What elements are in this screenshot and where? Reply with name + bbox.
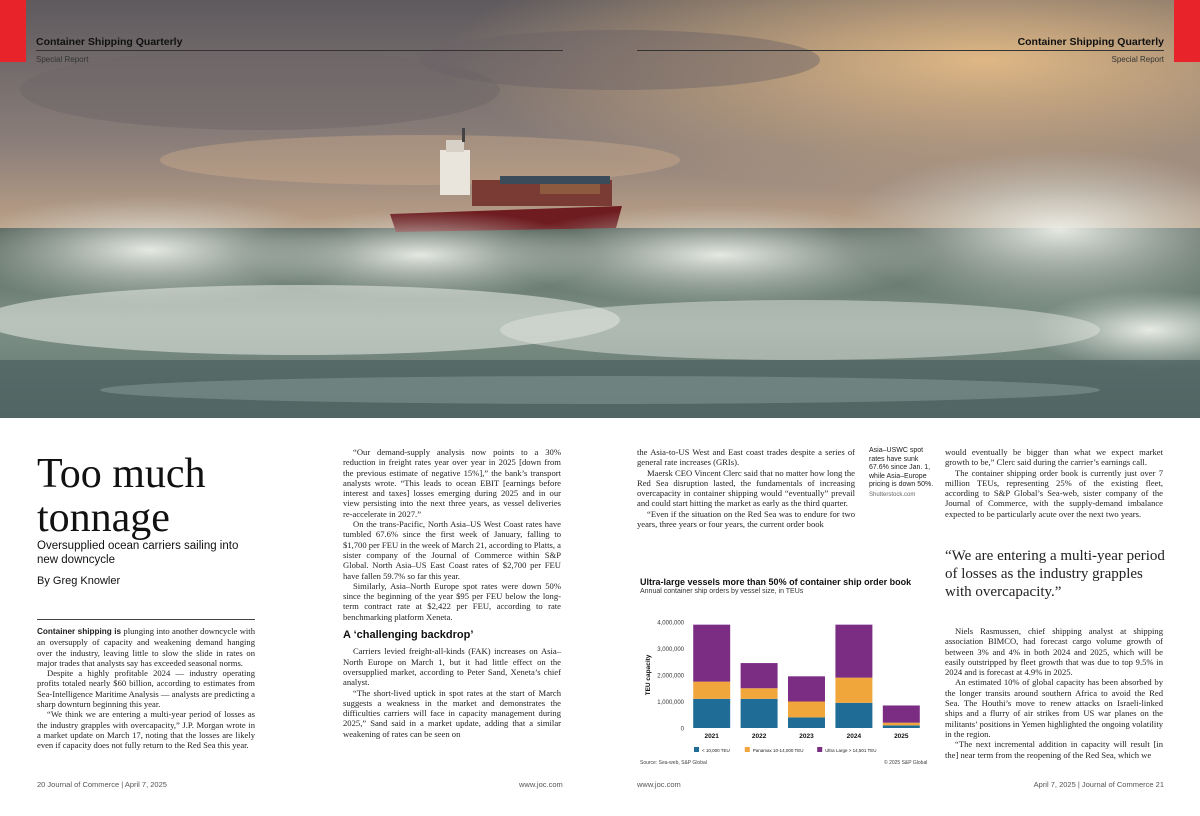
caption-text: Asia–USWC spot rates have sunk 67.6% since Jan. 1, while Asia–Europe pricing is down 50%. <box>869 447 934 489</box>
order-book-chart <box>640 600 930 758</box>
lead-in: Container shipping is <box>37 627 122 636</box>
header-rule-left <box>36 50 563 51</box>
bar-segment <box>835 703 872 728</box>
y-tick-label: 1,000,000 <box>657 700 684 706</box>
pull-quote: “We are entering a multi-year period of losses as the industry grapples with overcapacity.” <box>945 548 1165 600</box>
x-tick-label: 2023 <box>799 733 814 740</box>
paragraph: would eventually be bigger than what we expect market growth to be,” Clerc said during the carrier’s earnings call. <box>945 447 1163 468</box>
bar-segment <box>693 699 730 728</box>
title-line: tonnage <box>37 495 170 541</box>
bar-segment <box>835 678 872 703</box>
paragraph: Carriers levied freight-all-kinds (FAK) increases on Asia–North Europe on March 1, but it had little effect on the oversupplied market, according to Peter Sand, Xeneta’s chief analyst. <box>343 646 561 688</box>
bar-segment <box>883 723 920 726</box>
bar-segment <box>883 725 920 728</box>
byline: By Greg Knowler <box>37 575 121 587</box>
paragraph: “The short-lived uptick in spot rates at the start of March suggests a weakness in the market and demonstrates the difficulties carriers will face in capacity management during 2025,” Sand said in a market update, adding that a similar weakening of rates can be seen on <box>343 687 561 739</box>
footer-url-left: www.joc.com <box>519 780 563 789</box>
section-subheader-right: Special Report <box>1111 55 1164 64</box>
paragraph: Maersk CEO Vincent Clerc said that no matter how long the Red Sea disruption lasted, the fundamentals of increasing overcapacity in container shipping would “eventually” prevail and could start hitting the market as early as the third quarter. <box>637 467 855 509</box>
x-tick-label: 2025 <box>894 733 909 740</box>
red-corner-tab-right <box>1174 0 1200 62</box>
bar-segment <box>741 663 778 688</box>
footer-url-right: www.joc.com <box>637 780 681 789</box>
bar-segment <box>788 702 825 718</box>
paragraph: Niels Rasmussen, chief shipping analyst at shipping association BIMCO, had forecast cargo volume growth of between 3% and 4% in both 2024 and 2025, which will be easily outstripped by fleet growth that was due to top 9.5% in 2024 and is forecast at 4.9% in 2025. <box>945 626 1163 678</box>
section-header-right: Container Shipping Quarterly <box>1017 36 1164 48</box>
footer-right: April 7, 2025 | Journal of Commerce 21 <box>1033 780 1164 789</box>
article-title <box>37 452 206 540</box>
red-corner-tab-left <box>0 0 26 62</box>
paragraph: Container shipping is plunging into another downcycle with an oversupply of capacity and weakening demand hanging over the industry, leaving little to slow the slide in rates on major trades that analysts say has exceeded seasonal norms. <box>37 626 255 668</box>
paragraph: Similarly, Asia–North Europe spot rates were down 50% since the beginning of the year $95 per FEU below the long-term contract rate at $2,422 per FEU, according to rate benchmarking platform Xeneta. <box>343 580 561 622</box>
chart-copyright: © 2025 S&P Global <box>884 760 928 766</box>
legend-label: < 10,000 TEU <box>702 748 730 753</box>
photo-caption <box>869 447 939 500</box>
chart-source: Source: Sea-web, S&P Global <box>640 760 707 766</box>
legend-swatch <box>817 747 822 752</box>
paragraph: The container shipping order book is currently just over 7 million TEUs, representing 25% of the existing fleet, according to S&P Global’s Sea-web, sister company of the Journal of Commerce, with the supply-demand imbalance expected to be particularly acute over the next two years. <box>945 467 1163 519</box>
article-column-4-top <box>945 447 1163 519</box>
paragraph: “Even if the situation on the Red Sea was to endure for two years, three years or four years, the current order book <box>637 508 855 530</box>
bar-segment <box>693 682 730 699</box>
bar-segment <box>788 717 825 728</box>
chart-subtitle: Annual container ship orders by vessel size, in TEUs <box>640 588 804 595</box>
legend-label: Panamax 10-14,000 TEU <box>752 748 804 753</box>
article-deck: Oversupplied ocean carriers sailing into new downcycle <box>37 540 239 566</box>
title-line: Too much <box>37 451 206 497</box>
bar-segment <box>741 699 778 728</box>
y-axis-label: TEU capacity <box>645 654 652 696</box>
section-subhead: A ‘challenging backdrop’ <box>343 629 474 642</box>
bar-segment <box>693 625 730 682</box>
article-column-4-bottom <box>945 626 1163 760</box>
x-tick-label: 2021 <box>704 733 719 740</box>
bar-segment <box>883 705 920 722</box>
chart-title: Ultra-large vessels more than 50% of container ship order book <box>640 577 912 587</box>
x-tick-label: 2024 <box>846 733 862 740</box>
paragraph: Despite a highly profitable 2024 — industry operating profits totaled nearly $60 billion, according to estimates from Sea-Intelligence Maritime Analysis — analysts are predicting a sharp downturn beginning this year. <box>37 668 255 710</box>
bar-segment <box>788 676 825 701</box>
article-column-1 <box>37 626 255 751</box>
legend-label: Ultra Large > 14,501 TEU <box>825 748 877 753</box>
paragraph: “We think we are entering a multi-year period of losses as the industry grapples with overcapacity,” J.P. Morgan wrote in a market update on March 17, noting that the losses are likely even if capacity does not fully return to the Red Sea this year. <box>37 709 255 751</box>
section-subheader-left: Special Report <box>36 55 89 64</box>
y-tick-label: 3,000,000 <box>657 647 684 653</box>
legend-swatch <box>694 747 699 752</box>
x-tick-label: 2022 <box>751 733 767 740</box>
header-rule-right <box>637 50 1164 51</box>
byline-rule <box>37 619 255 620</box>
bar-segment <box>835 625 872 678</box>
y-tick-label: 4,000,000 <box>657 620 684 627</box>
paragraph: An estimated 10% of global capacity has been absorbed by the longer transits around southern Africa to avoid the Red Sea. The Houthi’s move to renew attacks on Israeli-linked ships and a flurry of air strikes from US war planes on the militants’ positions in Yemen highlighted the ongoing volatility in the region. <box>945 677 1163 739</box>
y-tick-label: 2,000,000 <box>657 673 684 680</box>
paragraph: the Asia-to-US West and East coast trades despite a series of general rate increases (GRIs). <box>637 447 855 468</box>
footer-left: 20 Journal of Commerce | April 7, 2025 <box>37 780 167 789</box>
y-tick-label: 0 <box>680 726 684 733</box>
paragraph: “The next incremental addition in capacity will result [in the] near term from the reopening of the Red Sea, which we <box>945 739 1163 760</box>
paragraph: On the trans-Pacific, North Asia–US West Coast rates have tumbled 67.6% since the first week of January, falling to $1,700 per FEU in the week of March 21, according to Platts, a sister company of the Journal of Commerce within S&P Global. North Asia–US East Coast rates of $2,700 per FEU have fallen 59.7% so far this year. <box>343 519 561 581</box>
bar-segment <box>741 688 778 699</box>
paragraph: “Our demand-supply analysis now points to a 30% reduction in freight rates year over year in 2025 [down from the previous estimate of negative 15%],” the bank’s transport analysts wrote. “This leads to ocean EBIT [earnings before interest and taxes] losses emerging during 2025 and in our view persisting into the next three years, as vessel deliveries re-accelerate in 2027.” <box>343 447 561 519</box>
legend-swatch <box>745 747 750 752</box>
article-column-2 <box>343 447 561 739</box>
article-column-3 <box>637 447 855 529</box>
photo-credit: Shutterstock.com <box>869 491 916 498</box>
section-header-left: Container Shipping Quarterly <box>36 36 183 48</box>
